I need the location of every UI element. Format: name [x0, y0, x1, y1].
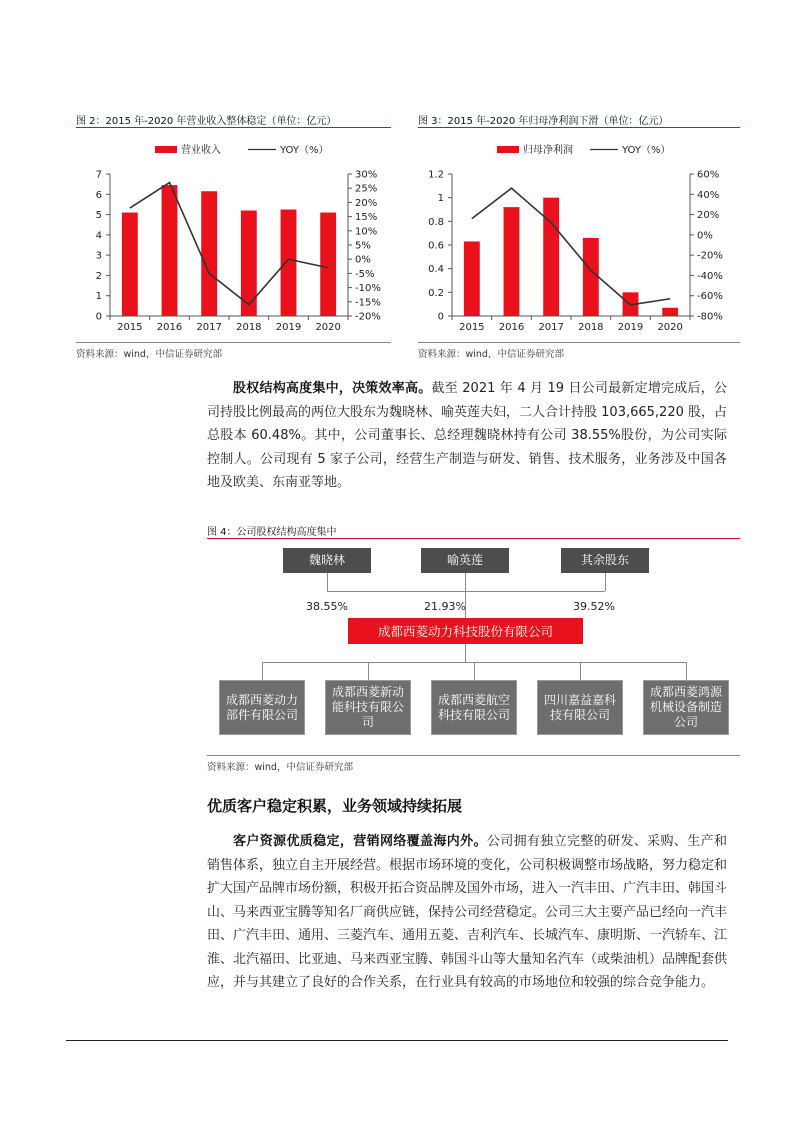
y-tick-label-right: 20% — [355, 197, 378, 209]
x-tick-label-2020: 2020 — [657, 322, 683, 333]
shareholder-node-yu: 喻英莲 — [421, 548, 509, 573]
subsidiary-node-4: 四川嘉益嘉科技有限公司 — [537, 680, 623, 735]
legend-label-line: YOY（%） — [280, 145, 329, 156]
customers-paragraph-text: 公司拥有独立完整的研发、采购、生产和销售体系，独立自主开展经营。根据市场环境的变化，公司积极调整市场战略，努力稳定和扩大国产品牌市场份额，积极开拓合资品牌及国外市场，进入一汽丰田、广汽丰田、韩国斗山、马来西亚宝腾等知名厂商供应链，保持公司经营稳定。公司三大主要产品已经向一汽丰田、广汽丰田、通用、三菱汽车、通用五菱、吉利汽车、长城汽车、康明斯、一汽轿车、江淮、北汽福田、比亚迪、马来西亚宝腾、韩国斗山等大量知名汽车（或柴油机）品牌配套供应，并与其建立了良好的合作关系，在行业具有较高的市场地位和较强的综合竞争能力。 — [207, 834, 728, 990]
x-tick-label-2019: 2019 — [617, 322, 644, 333]
figure2-title-rule — [76, 127, 391, 128]
net-profit-chart — [412, 132, 742, 337]
page-bottom-rule — [66, 1040, 728, 1041]
bar-2017 — [201, 191, 217, 316]
y-tick-label-left: 0.2 — [428, 287, 444, 299]
ownership-paragraph — [207, 377, 727, 495]
y-tick-label-right: -80% — [697, 311, 723, 323]
subsidiary-node-5: 成都西菱鸿源机械设备制造公司 — [643, 680, 729, 735]
bar-2019 — [281, 210, 297, 317]
figure4-title-rule — [207, 538, 740, 539]
ownership-paragraph-lead: 股权结构高度集中，决策效率高。 — [233, 381, 432, 396]
yoy-line — [130, 183, 328, 305]
y-tick-label-left: 7 — [95, 169, 102, 181]
yoy-line — [472, 188, 670, 305]
legend-label-bars: 归母净利润 — [523, 145, 573, 156]
subsidiary-node-3: 成都西菱航空科技有限公司 — [431, 680, 517, 735]
x-tick-label-2019: 2019 — [275, 322, 302, 333]
y-tick-label-left: 5 — [95, 210, 102, 222]
y-tick-label-right: -20% — [355, 311, 381, 323]
x-tick-label-2016: 2016 — [498, 322, 525, 333]
y-tick-label-right: 60% — [697, 169, 720, 181]
subsidiary-node-1: 成都西菱动力部件有限公司 — [219, 680, 305, 735]
figure2-source: 资料来源：wind，中信证券研究部 — [76, 349, 222, 360]
bar-2016 — [162, 185, 178, 316]
connector-sub-3 — [474, 662, 475, 680]
y-tick-label-left: 4 — [95, 230, 102, 242]
subsidiary-node-2: 成都西菱新动能科技有限公司 — [325, 680, 411, 735]
x-tick-label-2020: 2020 — [315, 322, 341, 333]
y-tick-label-right: -10% — [355, 283, 381, 295]
figure4-source: 资料来源：wind，中信证券研究部 — [207, 762, 353, 773]
connector-others — [605, 573, 606, 591]
y-tick-label-right: 20% — [697, 210, 720, 222]
figure3-source: 资料来源：wind，中信证券研究部 — [418, 349, 564, 360]
y-tick-label-left: 0.8 — [428, 216, 444, 228]
y-tick-label-right: -40% — [697, 270, 723, 282]
connector-wei — [327, 573, 328, 591]
x-tick-label-2017: 2017 — [538, 322, 564, 333]
connector-merge — [327, 591, 605, 592]
figure4-title: 图 4：公司股权结构高度集中 — [207, 527, 337, 538]
section-heading: 优质客户稳定积累，业务领域持续拓展 — [207, 797, 463, 815]
bar-2017 — [543, 198, 559, 316]
y-tick-label-right: 10% — [355, 226, 378, 238]
customers-paragraph — [207, 830, 727, 995]
connector-sub-5 — [686, 662, 687, 680]
y-tick-label-left: 1 — [95, 291, 102, 303]
revenue-chart — [70, 132, 400, 337]
shareholder-node-wei: 魏晓林 — [283, 548, 371, 573]
connector-sub-4 — [580, 662, 581, 680]
y-tick-label-right: -20% — [697, 250, 723, 262]
y-tick-label-left: 0.4 — [428, 264, 444, 276]
customers-paragraph-lead: 客户资源优质稳定，营销网络覆盖海内外。 — [233, 834, 487, 849]
company-node: 成都西菱动力科技股份有限公司 — [348, 618, 583, 644]
figure4-source-rule — [207, 755, 740, 756]
y-tick-label-right: 30% — [355, 169, 378, 181]
pct-others: 39.52% — [573, 600, 615, 613]
y-tick-label-left: 0.6 — [428, 240, 444, 252]
bar-2020 — [662, 308, 678, 316]
y-tick-label-right: 15% — [355, 212, 378, 224]
y-tick-label-right: -60% — [697, 291, 723, 303]
connector-company — [465, 644, 466, 662]
bar-2018 — [583, 238, 599, 316]
legend-swatch-bars — [497, 146, 519, 153]
pct-yu: 21.93% — [424, 600, 466, 613]
y-tick-label-right: 0% — [697, 230, 713, 242]
y-tick-label-left: 3 — [95, 250, 102, 262]
bar-2020 — [320, 213, 336, 316]
figure3-title-rule — [418, 127, 740, 128]
pct-wei: 38.55% — [306, 600, 348, 613]
figure3-source-rule — [418, 342, 740, 343]
shareholder-node-others: 其余股东 — [561, 548, 649, 573]
x-tick-label-2017: 2017 — [196, 322, 222, 333]
y-tick-label-right: 40% — [697, 189, 720, 201]
x-tick-label-2016: 2016 — [156, 322, 183, 333]
y-tick-label-right: -15% — [355, 297, 381, 309]
y-tick-label-left: 1 — [437, 193, 444, 205]
x-tick-label-2015: 2015 — [459, 322, 485, 333]
y-tick-label-left: 2 — [95, 270, 102, 282]
y-tick-label-right: -5% — [355, 268, 375, 280]
legend-label-line: YOY（%） — [622, 145, 671, 156]
connector-sub-2 — [368, 662, 369, 680]
y-tick-label-left: 0 — [437, 311, 444, 323]
bar-2015 — [122, 213, 138, 316]
y-tick-label-left: 0 — [95, 311, 102, 323]
x-tick-label-2015: 2015 — [117, 322, 143, 333]
bar-2015 — [464, 241, 480, 316]
x-tick-label-2018: 2018 — [236, 322, 262, 333]
figure2-title: 图 2：2015 年-2020 年营业收入整体稳定（单位：亿元） — [76, 116, 337, 127]
figure2-source-rule — [76, 342, 391, 343]
legend-swatch-bars — [155, 146, 177, 153]
ownership-paragraph-text: 截至 2021 年 4 月 19 日公司最新定增完成后，公司持股比例最高的两位大股东为魏晓林、喻英莲夫妇，二人合计持股 103,665,220 股，占总股本 60.48%。其中，公司董事长、总经理魏晓林持有公司 38.55%股份，为公司实际控制人。公司现有 5 家子公司，经营生产制造与研发、销售、技术服务，业务涉及中国各地及欧美、东南亚等地。 — [207, 381, 727, 490]
y-tick-label-right: 5% — [355, 240, 371, 252]
connector-sub-1 — [262, 662, 263, 680]
y-tick-label-right: 0% — [355, 254, 371, 266]
x-tick-label-2018: 2018 — [578, 322, 604, 333]
bar-2016 — [504, 207, 520, 316]
y-tick-label-left: 6 — [95, 189, 102, 201]
y-tick-label-right: 25% — [355, 183, 378, 195]
y-tick-label-left: 1.2 — [428, 169, 444, 181]
figure3-title: 图 3：2015 年-2020 年归母净利润下滑（单位：亿元） — [418, 116, 669, 127]
legend-label-bars: 营业收入 — [181, 145, 221, 156]
